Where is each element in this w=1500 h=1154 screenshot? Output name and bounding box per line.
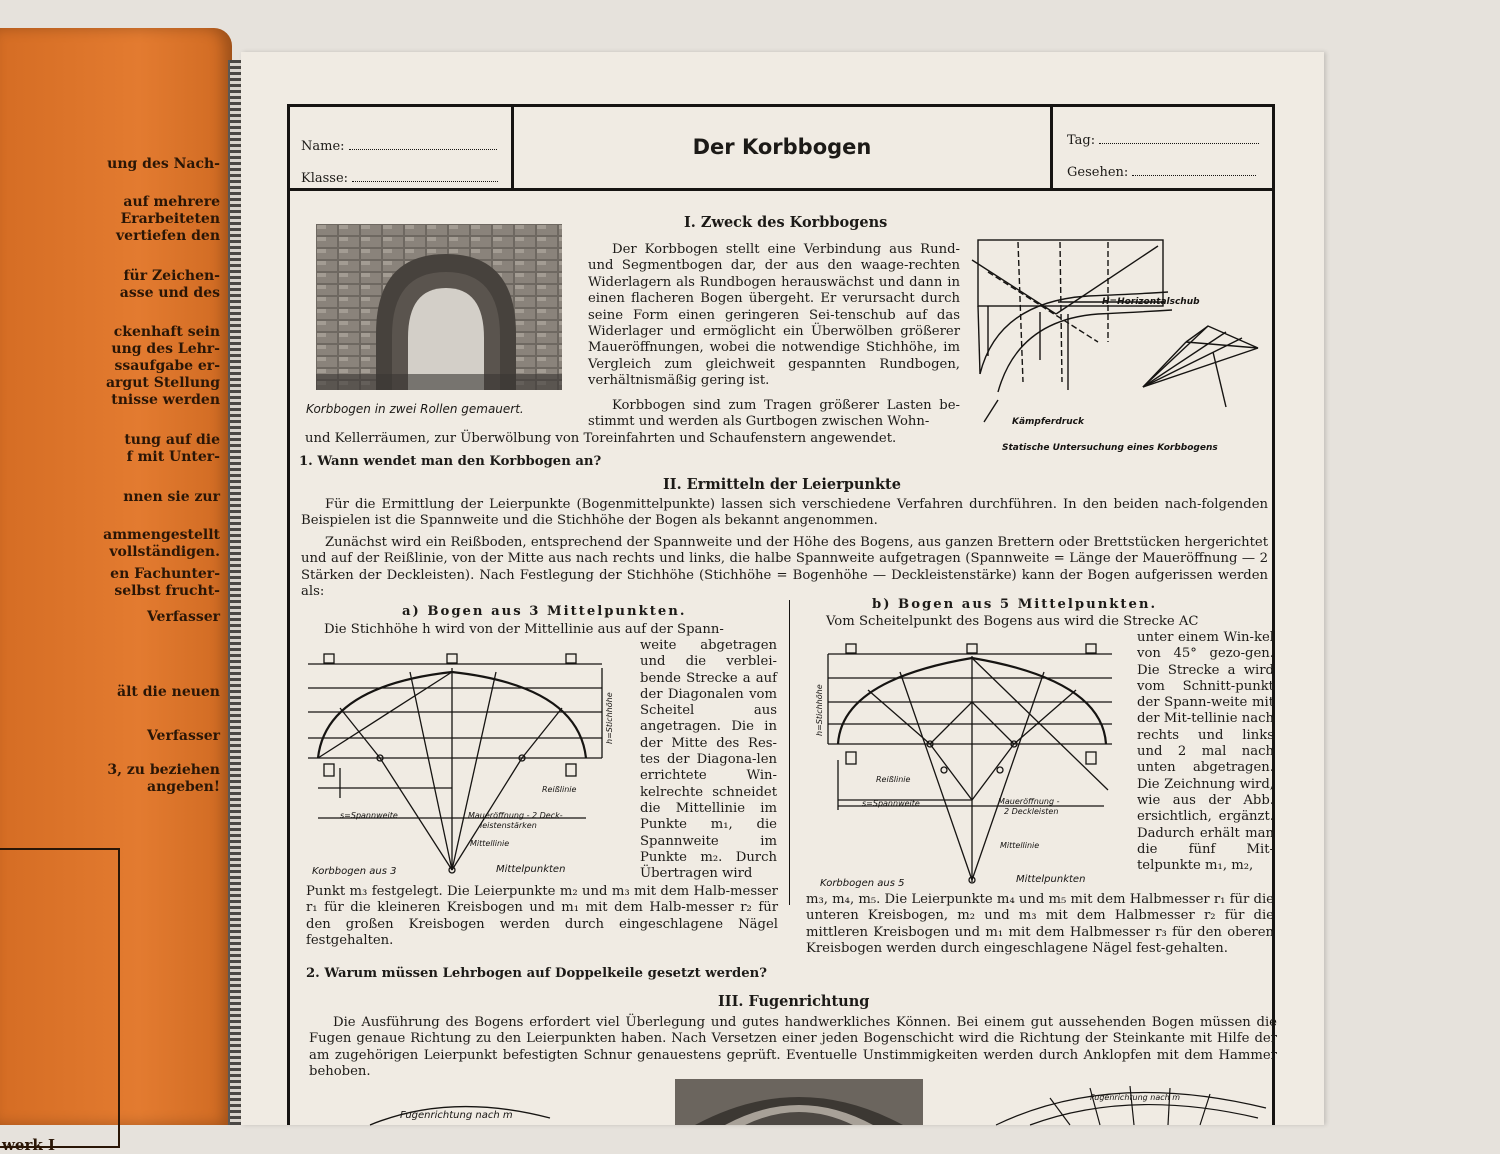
day-label: Tag:: [1067, 133, 1096, 148]
three-center-arch-diagram: [300, 648, 636, 882]
left-text-line: vertiefen den: [116, 228, 220, 244]
joint-direction-figure-left: [360, 1098, 560, 1125]
left-text-line: argut Stellung: [105, 375, 220, 391]
method-b-bottom-text: m₃, m₄, m₅. Die Leierpunkte m₄ und m₅ mit dem Halbmesser r₁ für die unteren Kreisbogen, m₂ und m₃ mit dem Halbmesser r₂ für die mittleren Kreisbogen und m₁ mit dem Halbmesser r₃ für den oberen Kreisbogen werden durch eingeschlagene Nägel fest-gehalten.: [806, 892, 1274, 957]
arch-construction-photo: [675, 1079, 923, 1125]
fig-a-caption: Korbbogen aus 3: [312, 866, 397, 877]
method-a-side-text: weite abgetragen und die verblei-bende Strecke a auf der Diagonalen vom Scheitel aus angetragen. Die in der Mitte des Res-tes der Diagona-len errichtete Win-kelrechte schneidet die Mittellinie im Punkte m₁, die Spannweite im Punkte m₂. Durch Übertragen wird: [640, 638, 777, 882]
method-b-side-text: unter einem Win-kel von 45° gezo-gen. Die Strecke a wird vom Schnitt-punkt der Spann-weite mit der Mit-tellinie nach rechts und links und 2 mal nach unten abgetragen. Die Zeichnung wird, wie aus der Abb. ersichtlich, ergänzt. Dadurch erhält man die fünf Mit-telpunkte m₁, m₂,: [1137, 630, 1274, 874]
arch-photo: [316, 224, 562, 390]
left-text-line: ammengestellt: [103, 527, 220, 543]
five-center-arch-diagram: [808, 640, 1134, 890]
left-text-line: auf mehrere: [123, 194, 220, 210]
left-text-line: ält die neuen: [117, 684, 220, 700]
seen-label: Gesehen:: [1067, 165, 1129, 180]
left-page-bottom-text: werk I: [2, 1136, 55, 1154]
left-text-line: ckenhaft sein: [113, 324, 220, 340]
section1-paragraph: Der Korbbogen stellt eine Verbindung aus Rund- und Segmentbogen dar, der aus den waage-rechten Widerlagern als Rundbogen herauswächst und dann in einen flacheren Bogen übergeht. Er verursacht durch seine Form einen geringeren Sei-tenschub auf das Widerlager und ermöglicht ein Überwölben größerer Maueröffnungen, wobei die notwendige Stichhöhe, im Vergleich zum gleichweit gespannten Rundbogen, verhältnismäßig gering ist.: [588, 242, 960, 389]
arch-photo-caption: Korbbogen in zwei Rollen gemauert.: [306, 402, 524, 416]
worksheet-header: [290, 107, 1272, 191]
left-text-line: ssaufgabe er-: [114, 358, 220, 374]
kaempfer-label: Kämpferdruck: [1012, 417, 1084, 427]
joint-direction-figure-right: [990, 1078, 1270, 1125]
class-field: [301, 171, 498, 186]
name-field: [301, 139, 497, 154]
section2-paragraph: Für die Ermittlung der Leierpunkte (Bogenmittelpunkte) lassen sich verschiedene Verfahren durchführen. In den beiden nach-folgenden Beispielen ist die Spannweite und die Stichhöhe der Bogen als bekannt angenommen.: [301, 497, 1268, 529]
left-page-box: [0, 848, 120, 1148]
section1-paragraph-3: und Kellerräumen, zur Überwölbung von Toreinfahrten und Schaufenstern angewendet.: [305, 431, 897, 446]
left-text-line: 3, zu beziehen: [107, 762, 220, 778]
opening-label-2: leistenstärken: [480, 821, 537, 830]
left-text-line: en Fachunter-: [110, 566, 220, 582]
spiral-binding: [228, 60, 242, 1125]
left-text-line: tnisse werden: [111, 392, 220, 408]
method-b-title: b) Bogen aus 5 Mittelpunkten.: [872, 597, 1158, 612]
reiss-label: Reißlinie: [876, 775, 911, 784]
rise-label: h=Stichhöhe: [605, 692, 614, 744]
left-text-line: angeben!: [147, 779, 220, 795]
method-a-title: a) Bogen aus 3 Mittelpunkten.: [402, 604, 687, 619]
fig-b-caption-2: Mittelpunkten: [1016, 874, 1086, 885]
left-text-line: vollständigen.: [109, 544, 220, 560]
left-text-line: für Zeichen-: [123, 268, 220, 284]
fig-b-caption: Korbbogen aus 5: [820, 878, 905, 889]
joint-direction-label: Fugenrichtung nach m: [400, 1110, 513, 1121]
section2-paragraph-2: Zunächst wird ein Reißboden, entsprechend der Spannweite und der Höhe des Bogens, aus ganzen Brettern oder Brettstücken hergerichtet und auf der Reißlinie, von der Mitte aus nach rechts und links, die halbe Spannweite aufgetragen (Spannweite = Länge der Maueröffnung — 2 Stärken der Deckleisten). Nach Festlegung der Stichhöhe (Stichhöhe = Bogenhöhe — Deckleistenstärke) kann der Bogen aufgerissen werden als:: [301, 535, 1268, 600]
seen-field: [1067, 165, 1256, 180]
header-date-box: [1050, 107, 1272, 191]
left-text-line: Verfasser: [146, 728, 220, 744]
left-text-line: tung auf die: [124, 432, 220, 448]
opening-label-2: 2 Deckleisten: [1004, 807, 1059, 816]
day-field: [1067, 133, 1259, 148]
name-label: Name:: [301, 139, 345, 154]
section-heading: I. Zweck des Korbbogens: [684, 214, 888, 231]
method-a-intro: Die Stichhöhe h wird von der Mittellinie aus auf der Spann-: [324, 622, 724, 637]
rise-label: h=Stichhöhe: [815, 684, 824, 736]
class-label: Klasse:: [301, 171, 349, 186]
horizontal-force-label: H=Horizontalschub: [1102, 297, 1200, 307]
opening-label: Maueröffnung - 2 Deck-: [468, 811, 563, 820]
question-2: 2. Warum müssen Lehrbogen auf Doppelkeile gesetzt werden?: [306, 966, 767, 981]
left-text-line: Erarbeiteten: [120, 211, 220, 227]
span-label: s=Spannweite: [862, 799, 920, 808]
opening-label: Maueröffnung -: [998, 797, 1060, 806]
midline-label: Mittellinie: [470, 839, 510, 848]
joint-direction-label: Fugenrichtung nach m: [1090, 1093, 1181, 1102]
span-label: s=Spannweite: [340, 811, 398, 820]
method-b-intro: Vom Scheitelpunkt des Bogens aus wird die Strecke AC: [826, 614, 1199, 629]
page-title: Der Korbbogen: [692, 135, 872, 159]
header-name-class-box: [290, 107, 514, 191]
left-text-line: selbst frucht-: [114, 583, 220, 599]
left-text-line: f mit Unter-: [126, 449, 220, 465]
left-text-line: ung des Lehr-: [111, 341, 220, 357]
section3-paragraph: Die Ausführung des Bogens erfordert viel Überlegung und gutes handwerkliches Können. Bei einem gut aussehenden Bogen müssen die Fugen genaue Richtung zu den Leierpunkten haben. Nach Versetzen einer jeden Bogenschicht wird die Richtung der Steinkante mit Hilfe der am zugehörigen Leierpunkt befestigten Schnur genauestens geprüft. Eventuelle Unstimmigkeiten werden durch Anklopfen mit dem Hammer behoben.: [309, 1015, 1277, 1080]
column-divider: [789, 600, 790, 905]
reiss-label: Reißlinie: [542, 785, 577, 794]
left-text-line: asse und des: [119, 285, 220, 301]
section-heading: III. Fugenrichtung: [718, 993, 870, 1010]
method-a-bottom-text: Punkt m₃ festgelegt. Die Leierpunkte m₂ und m₃ mit dem Halb-messer r₁ für die kleineren Kreisbogen und m₁ mit dem Halb-messer r₂ für den großen Kreisbogen werden durch eingeschlagene Nägel festgehalten.: [306, 884, 778, 949]
left-text-line: nnen sie zur: [123, 489, 220, 505]
section-heading: II. Ermitteln der Leierpunkte: [663, 476, 901, 493]
static-diagram-caption: Statische Untersuchung eines Korbbogens: [1002, 443, 1218, 453]
left-page: [0, 28, 232, 1154]
static-analysis-diagram: [968, 232, 1268, 460]
left-text-line: Verfasser: [146, 609, 220, 625]
left-text-line: ung des Nach-: [107, 156, 220, 172]
section1-paragraph-2: Korbbogen sind zum Tragen größerer Lasten be-stimmt und werden als Gurtbogen zwischen Wohn-: [588, 398, 960, 430]
midline-label: Mittellinie: [1000, 841, 1040, 850]
question-1: 1. Wann wendet man den Korbbogen an?: [299, 454, 602, 469]
fig-a-caption-2: Mittelpunkten: [496, 864, 566, 875]
